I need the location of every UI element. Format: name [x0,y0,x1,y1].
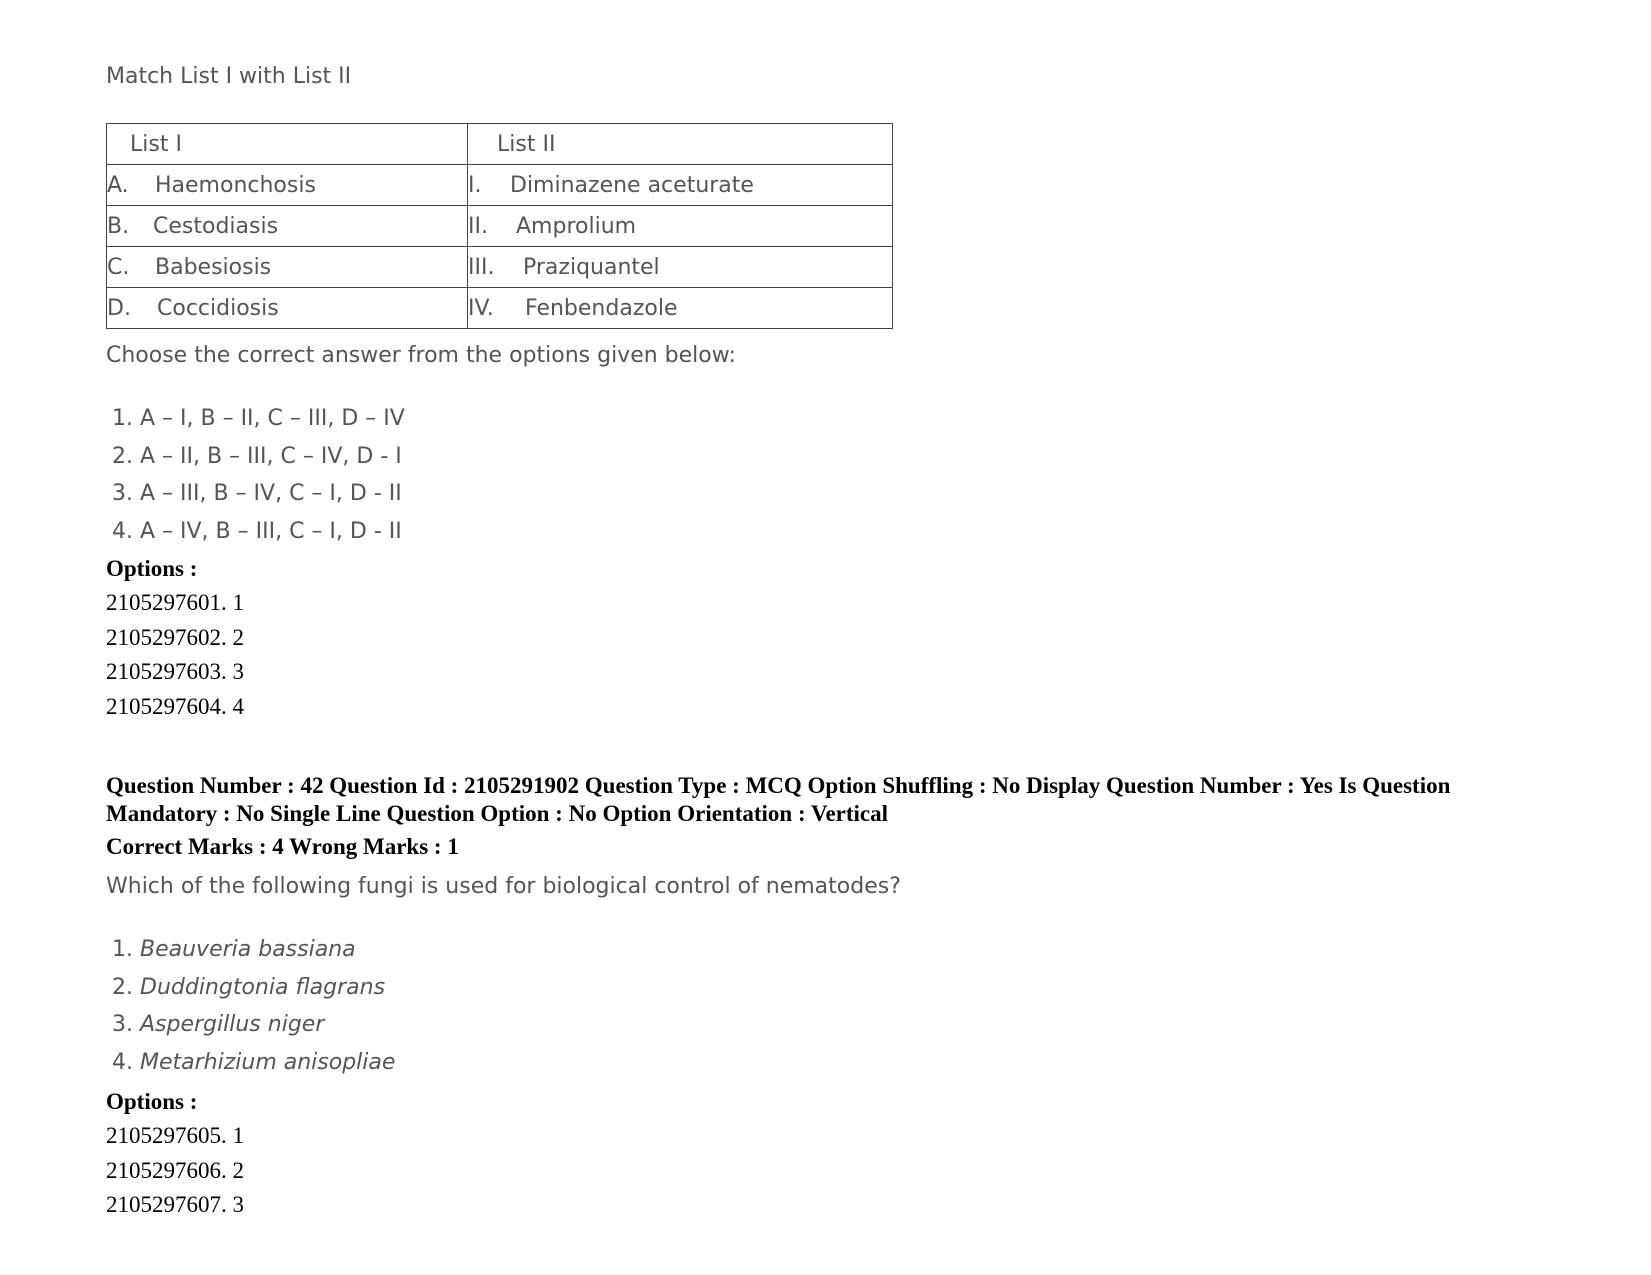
marks-line: Correct Marks : 4 Wrong Marks : 1 [106,834,459,859]
row-label: D. [107,295,131,321]
answer-choice-1: 1. A – I, B – II, C – III, D – IV [112,406,405,431]
table-row [107,206,893,247]
answer-choice-3: 3. A – III, B – IV, C – I, D - II [112,481,402,506]
option-id-1: 2105297605. 1 [106,1123,244,1148]
option-id-3: 2105297607. 3 [106,1192,244,1217]
choice-text: Metarhizium anisopliae [140,1050,396,1075]
choice-text: Duddingtonia flagrans [140,975,386,1000]
choice-text: Beauveria bassiana [140,937,356,962]
question-metadata: Question Number : 42 Question Id : 2105291902 Question Type : MCQ Option Shuffling : No Display Question Number : Yes Is Question Mandatory : No Single Line Question Option : No Option Orientation : Vertical [106,773,1451,826]
list-two-header: List II [468,124,893,165]
question-text: Which of the following fungi is used for biological control of nematodes? [106,874,901,899]
option-id-2: 2105297606. 2 [106,1158,244,1183]
table-row [107,288,893,329]
answer-choice-2: 2. A – II, B – III, C – IV, D - I [112,444,402,469]
instruction-text: Choose the correct answer from the options given below: [106,343,736,368]
choice-number: 3. [112,1012,133,1037]
choice-text: Aspergillus niger [140,1012,325,1037]
option-id-2: 2105297602. 2 [106,625,244,650]
row-label: III. [468,254,495,280]
row-label: I. [468,172,482,198]
row-text: Cestodiasis [153,213,279,239]
answer-choice-1 [112,937,356,962]
options-heading: Options : [106,1089,198,1114]
table-header-row [107,124,893,165]
question-prompt: Match List I with List II [106,64,352,89]
choice-number: 2. [112,975,133,1000]
row-label: C. [107,254,130,280]
row-label: A. [107,172,129,198]
list-one-header: List I [107,124,468,165]
option-id-4: 2105297604. 4 [106,694,244,719]
choice-number: 4. [112,1050,133,1075]
row-label: II. [468,213,488,239]
answer-choice-2 [112,975,385,1000]
match-table [106,123,893,329]
choice-number: 1. [112,937,133,962]
table-row [107,247,893,288]
row-text: Praziquantel [523,254,660,280]
row-label: B. [107,213,130,239]
options-heading: Options : [106,556,198,581]
answer-choice-4 [112,1050,395,1075]
row-text: Diminazene aceturate [510,172,754,198]
option-id-1: 2105297601. 1 [106,590,244,615]
row-label: IV. [468,295,494,321]
row-text: Fenbendazole [525,295,678,321]
row-text: Haemonchosis [155,172,316,198]
option-id-3: 2105297603. 3 [106,659,244,684]
row-text: Babesiosis [155,254,272,280]
row-text: Amprolium [516,213,637,239]
row-text: Coccidiosis [157,295,279,321]
table-row [107,165,893,206]
answer-choice-4: 4. A – IV, B – III, C – I, D - II [112,519,402,544]
answer-choice-3 [112,1012,324,1037]
